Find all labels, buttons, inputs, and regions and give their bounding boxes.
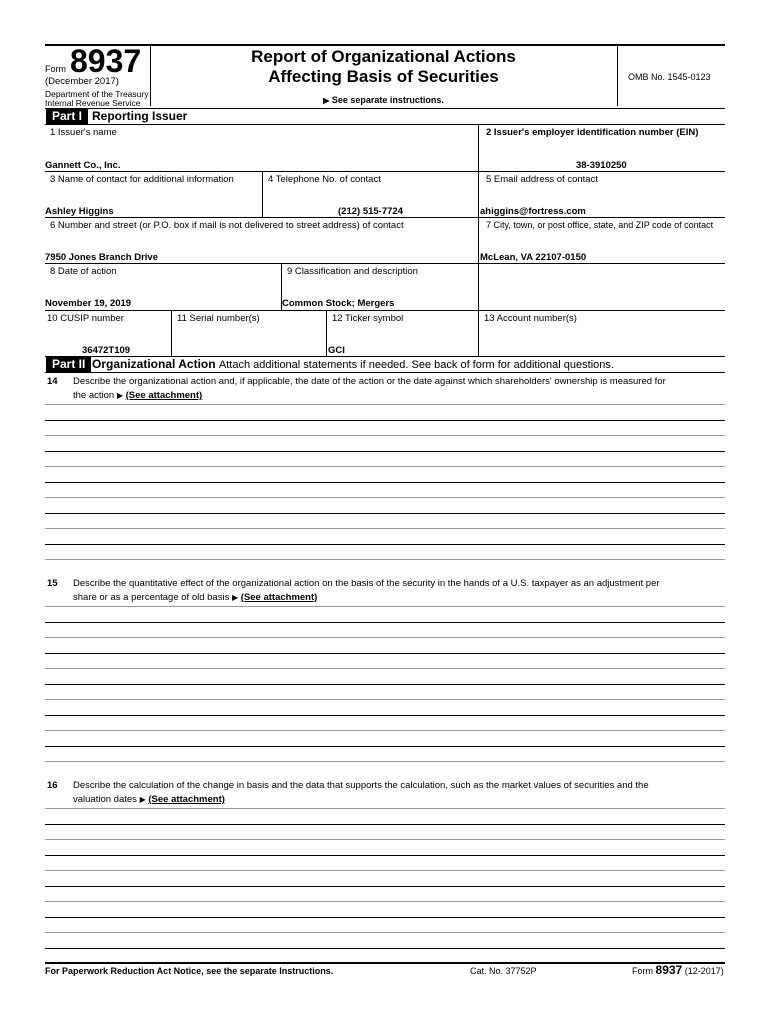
answer-rule-line bbox=[45, 606, 725, 607]
form-word: Form bbox=[45, 64, 66, 74]
answer-rule-line bbox=[45, 451, 725, 452]
field12-label: 12 Ticker symbol bbox=[332, 313, 404, 324]
answer-rule-line bbox=[45, 528, 725, 529]
field6-label: 6 Number and street (or P.O. box if mail is not delivered to street address) of contact bbox=[50, 220, 404, 231]
answer-rule-line bbox=[45, 917, 725, 918]
q14-line2-text: the action bbox=[73, 390, 115, 401]
field11-label: 11 Serial number(s) bbox=[177, 313, 260, 324]
answer-rule-line bbox=[45, 637, 725, 638]
q15-line2 bbox=[73, 592, 317, 603]
arrow-right-icon: ▶ bbox=[323, 96, 330, 105]
answer-rule-line bbox=[45, 404, 725, 405]
contact-phone-value[interactable]: (212) 515-7724 bbox=[338, 206, 403, 217]
answer-rule-line bbox=[45, 855, 725, 856]
q15-answer[interactable]: (See attachment) bbox=[240, 592, 318, 603]
col-divider-ticker bbox=[326, 310, 327, 356]
q15-number: 15 bbox=[47, 578, 58, 589]
field4-label: 4 Telephone No. of contact bbox=[268, 174, 381, 185]
answer-rule-line bbox=[45, 544, 725, 545]
answer-rule-line bbox=[45, 668, 725, 669]
answer-rule-line bbox=[45, 761, 725, 762]
answer-rule-line bbox=[45, 932, 725, 933]
part2-heading bbox=[92, 357, 614, 371]
issuer-name-value[interactable]: Gannett Co., Inc. bbox=[45, 160, 121, 171]
paperwork-notice: For Paperwork Reduction Act Notice, see the separate Instructions. bbox=[45, 966, 334, 976]
answer-rule-line bbox=[45, 482, 725, 483]
row3-rule bbox=[45, 263, 725, 264]
q14-line2 bbox=[73, 390, 202, 401]
field8-label: 8 Date of action bbox=[50, 266, 117, 277]
arrow-right-icon: ▶ bbox=[116, 391, 123, 400]
part2-title: Organizational Action bbox=[92, 357, 216, 371]
ein-value[interactable]: 38-3910250 bbox=[576, 160, 627, 171]
answer-rule-line bbox=[45, 513, 725, 514]
answer-rule-line bbox=[45, 839, 725, 840]
answer-rule-line bbox=[45, 870, 725, 871]
contact-name-value[interactable]: Ashley Higgins bbox=[45, 206, 114, 217]
answer-rule-line bbox=[45, 684, 725, 685]
omb-number: OMB No. 1545-0123 bbox=[628, 72, 711, 82]
part2-label: Part II bbox=[46, 357, 91, 372]
row1-rule bbox=[45, 171, 725, 172]
q16-line2-text: valuation dates bbox=[73, 794, 137, 805]
footer-rule bbox=[45, 962, 725, 964]
part1-label: Part I bbox=[46, 109, 88, 124]
answer-rule-line bbox=[45, 559, 725, 560]
field3-label: 3 Name of contact for additional information bbox=[50, 174, 234, 185]
answer-rule-line bbox=[45, 699, 725, 700]
q15-line2-text: share or as a percentage of old basis bbox=[73, 592, 230, 603]
q14-line1: Describe the organizational action and, if applicable, the date of the action or the date against which shareholders' ownership is measured for bbox=[73, 376, 666, 387]
answer-rule-line bbox=[45, 808, 725, 809]
answer-rule-line bbox=[45, 746, 725, 747]
street-value[interactable]: 7950 Jones Branch Drive bbox=[45, 252, 159, 263]
arrow-right-icon: ▶ bbox=[231, 593, 239, 602]
answer-rule-line bbox=[45, 420, 725, 421]
header-divider-right bbox=[617, 46, 618, 106]
form-revision: (December 2017) bbox=[45, 76, 119, 87]
q15-line1: Describe the quantitative effect of the organizational action on the basis of the security in the hands of a U.S. taxpayer as an adjustment per bbox=[73, 578, 660, 589]
ticker-value[interactable]: GCI bbox=[328, 345, 345, 356]
form-title-line2: Affecting Basis of Securities bbox=[268, 67, 499, 86]
field9-label: 9 Classification and description bbox=[287, 266, 418, 277]
part1-title-rule bbox=[45, 124, 725, 125]
top-rule bbox=[45, 44, 725, 46]
col-divider-phone bbox=[262, 171, 263, 218]
see-instructions-text: See separate instructions. bbox=[331, 95, 444, 105]
answer-rule-line bbox=[45, 466, 725, 467]
field5-label: 5 Email address of contact bbox=[486, 174, 598, 185]
answer-rule-line bbox=[45, 730, 725, 731]
q16-line1: Describe the calculation of the change in basis and the data that supports the calculation, such as the market values of securities and the bbox=[73, 780, 649, 791]
q16-number: 16 bbox=[47, 780, 58, 791]
q14-number: 14 bbox=[47, 376, 58, 387]
field2-label: 2 Issuer's employer identification number (EIN) bbox=[486, 127, 699, 138]
catalog-number: Cat. No. 37752P bbox=[470, 966, 537, 976]
date-of-action-value[interactable]: November 19, 2019 bbox=[45, 298, 132, 309]
answer-rule-line bbox=[45, 901, 725, 902]
answer-rule-line bbox=[45, 715, 725, 716]
answer-rule-line bbox=[45, 622, 725, 623]
footer-form-id bbox=[632, 963, 724, 977]
city-state-zip-value[interactable]: McLean, VA 22107-0150 bbox=[480, 252, 587, 263]
cusip-value[interactable]: 36472T109 bbox=[82, 345, 131, 356]
classification-value[interactable]: Common Stock; Mergers bbox=[282, 298, 395, 309]
col-divider-account bbox=[478, 310, 479, 356]
arrow-right-icon: ▶ bbox=[139, 795, 146, 804]
col-divider-serial bbox=[171, 310, 172, 356]
answer-rule-line bbox=[45, 824, 725, 825]
form-title-line1: Report of Organizational Actions bbox=[251, 47, 516, 66]
field7-label: 7 City, town, or post office, state, and ZIP code of contact bbox=[486, 220, 714, 230]
field10-label: 10 CUSIP number bbox=[47, 313, 124, 324]
footer-form-rev: (12-2017) bbox=[684, 966, 724, 976]
form-number: 8937 bbox=[70, 43, 142, 79]
see-instructions bbox=[150, 95, 617, 105]
field1-label: 1 Issuer's name bbox=[50, 127, 117, 138]
row4-rule bbox=[45, 310, 725, 311]
q16-line2 bbox=[73, 794, 225, 805]
part1-title: Reporting Issuer bbox=[92, 109, 188, 123]
col-divider-ein bbox=[478, 124, 479, 312]
answer-rule-line bbox=[45, 435, 725, 436]
field13-label: 13 Account number(s) bbox=[484, 313, 577, 324]
answer-rule-line bbox=[45, 497, 725, 498]
row2-rule bbox=[45, 217, 725, 218]
footer-form-number: 8937 bbox=[655, 963, 683, 977]
contact-email-value[interactable]: ahiggins@fortress.com bbox=[480, 206, 586, 217]
department-line1: Department of the Treasury bbox=[45, 89, 149, 99]
answer-rule-line bbox=[45, 653, 725, 654]
answer-rule-line bbox=[45, 948, 725, 949]
part2-title-rule bbox=[45, 372, 725, 373]
footer-form-word: Form bbox=[632, 966, 653, 976]
answer-rule-line bbox=[45, 886, 725, 887]
q14-answer[interactable]: (See attachment) bbox=[125, 390, 203, 401]
department-line2: Internal Revenue Service bbox=[45, 98, 141, 108]
part2-subtitle: Attach additional statements if needed. See back of form for additional questions. bbox=[218, 359, 614, 371]
q16-answer[interactable]: (See attachment) bbox=[148, 794, 225, 805]
